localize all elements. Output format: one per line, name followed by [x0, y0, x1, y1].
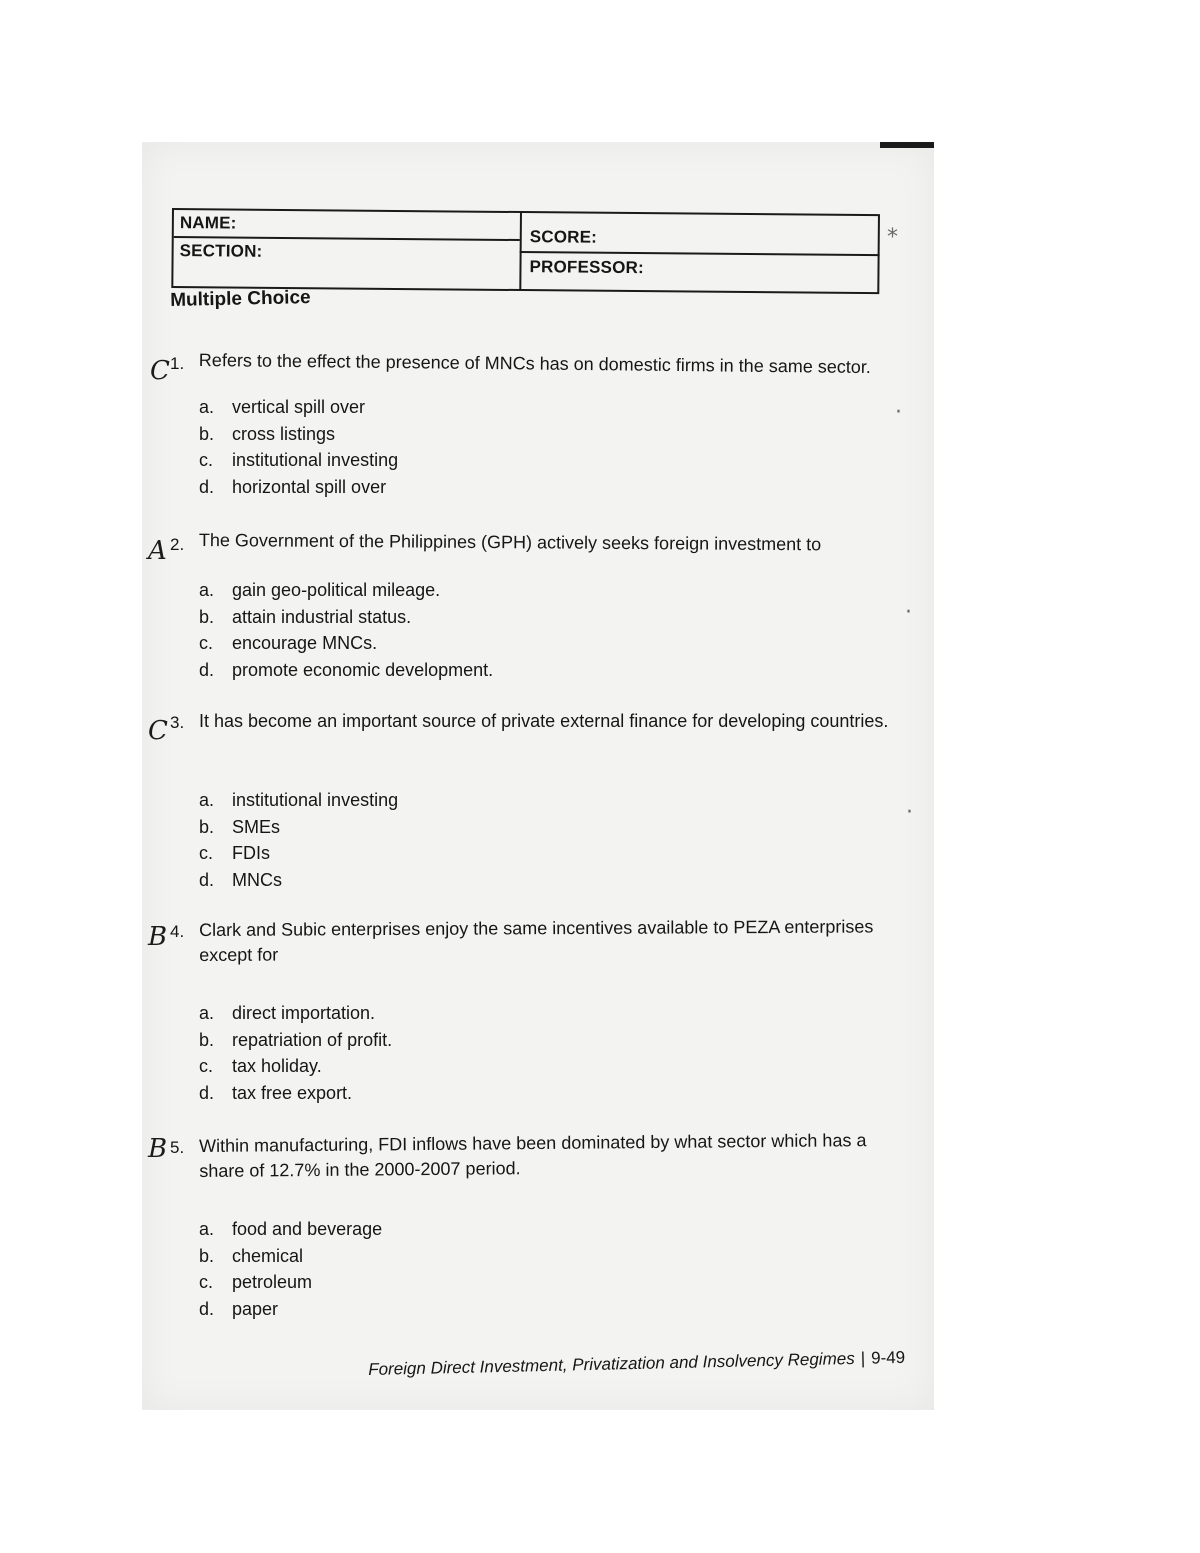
question-options-1 — [199, 394, 398, 500]
option-4b[interactable]: b. repatriation of profit. — [199, 1029, 393, 1050]
option-3b[interactable]: b. SMEs — [199, 816, 281, 837]
option-4d[interactable]: d. tax free export. — [199, 1082, 353, 1103]
professor-label: PROFESSOR: — [529, 257, 644, 278]
question-text-3: It has become an important source of private external finance for developing countries. — [199, 711, 889, 731]
option-2d[interactable]: d. promote economic development. — [199, 659, 494, 680]
question-options-4 — [199, 1000, 392, 1106]
question-number-1: 1. — [170, 354, 185, 373]
question-options-2 — [199, 577, 493, 683]
section-title: Multiple Choice — [170, 287, 311, 311]
option-2a[interactable]: a. gain geo-political mileage. — [199, 580, 441, 600]
question-number-2: 2. — [170, 535, 185, 554]
question-text-2: The Government of the Philippines (GPH) actively seeks foreign investment to — [198, 529, 822, 555]
table-divider-left — [174, 236, 520, 241]
answer-mark-1: C — [150, 356, 170, 386]
margin-speck: ⁎ — [887, 218, 898, 243]
answer-mark-5: B — [148, 1134, 168, 1164]
question-number-5: 5. — [170, 1138, 185, 1157]
option-2c[interactable]: c. encourage MNCs. — [199, 633, 378, 653]
option-5a[interactable]: a. food and beverage — [199, 1219, 383, 1239]
table-divider-horizontal — [520, 251, 880, 256]
option-5b[interactable]: b. chemical — [199, 1245, 304, 1266]
option-2b[interactable]: b. attain industrial status. — [199, 606, 412, 627]
margin-speck: · — [905, 600, 912, 625]
option-1c[interactable]: c. institutional investing — [199, 450, 399, 470]
answer-mark-2: A — [148, 536, 167, 566]
answer-mark-4: B — [148, 922, 168, 952]
option-4c[interactable]: c. tax holiday. — [199, 1056, 322, 1076]
footer-title: Foreign Direct Investment, Privatization and Insolvency Regimes — [368, 1348, 855, 1379]
answer-mark-3: C — [148, 716, 168, 746]
question-options-5 — [199, 1216, 382, 1322]
question-options-3 — [199, 787, 398, 893]
paper-edge — [880, 142, 934, 148]
option-1d[interactable]: d. horizontal spill over — [199, 476, 387, 497]
header-info-table — [171, 208, 880, 294]
margin-speck: · — [906, 800, 913, 825]
option-3c[interactable]: c. FDIs — [199, 843, 270, 863]
footer-separator: | — [860, 1348, 866, 1368]
question-text-1: Refers to the effect the presence of MNCs has on domestic firms in the same sector. — [198, 349, 871, 378]
option-1a[interactable]: a. vertical spill over — [199, 397, 366, 417]
question-text-5: Within manufacturing, FDI inflows have been dominated by what sector which has a share of 12.7% in the 2000-2007 period. — [199, 1130, 867, 1181]
option-1b[interactable]: b. cross listings — [199, 423, 336, 444]
option-3d[interactable]: d. MNCs — [199, 869, 282, 890]
option-3a[interactable]: a. institutional investing — [199, 790, 399, 810]
question-number-3: 3. — [170, 713, 185, 732]
section-label: SECTION: — [179, 241, 263, 261]
question-text-4: Clark and Subic enterprises enjoy the same incentives available to PEZA enterprises except for — [199, 916, 874, 965]
option-4a[interactable]: a. direct importation. — [199, 1003, 376, 1023]
margin-speck: · — [895, 400, 902, 425]
option-5c[interactable]: c. petroleum — [199, 1272, 313, 1292]
score-label: SCORE: — [529, 227, 598, 247]
page-number: 9-49 — [870, 1347, 906, 1368]
option-5d[interactable]: d. paper — [199, 1298, 279, 1319]
name-label: NAME: — [179, 213, 237, 233]
question-number-4: 4. — [170, 922, 185, 941]
